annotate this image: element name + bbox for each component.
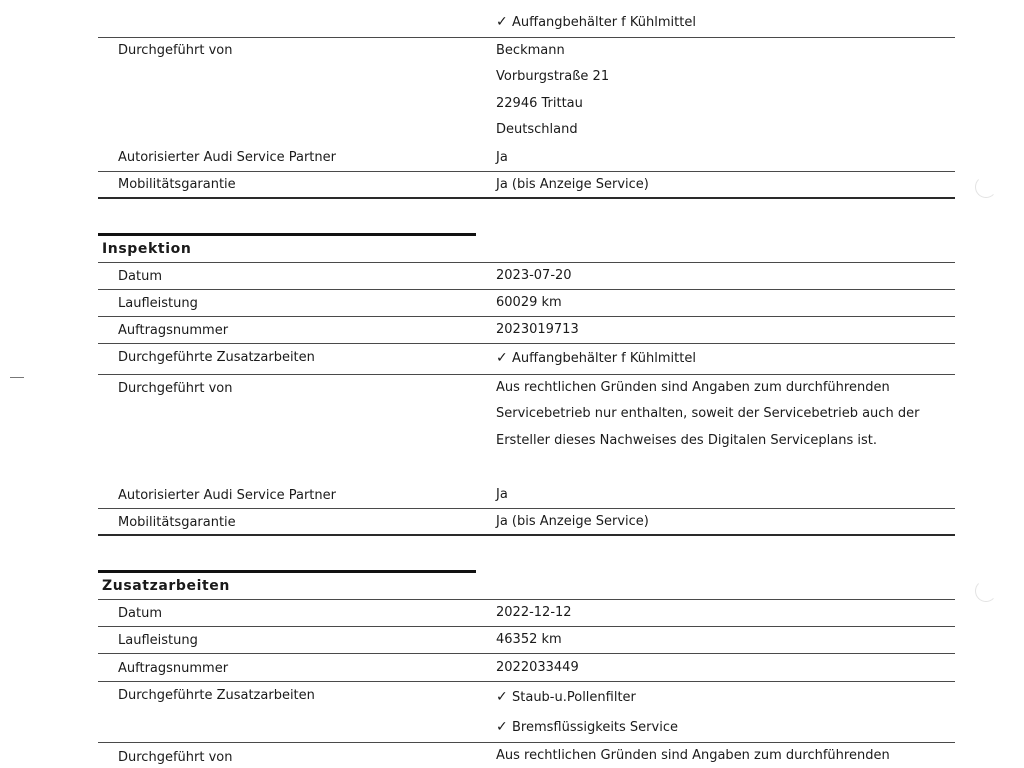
additional-work-text: Auffangbehälter f Kühlmittel [512, 351, 696, 366]
additional-work-item [496, 689, 636, 706]
mileage-value: 60029 km [496, 295, 562, 310]
row-divider [98, 626, 955, 627]
section-title-inspection: Inspektion [102, 241, 192, 257]
section-title-additional-work: Zusatzarbeiten [102, 578, 230, 594]
mobility-guarantee-label: Mobilitätsgarantie [118, 515, 236, 530]
date-label: Datum [118, 269, 162, 284]
checkmark-icon: ✓ [496, 350, 508, 366]
performed-by-label: Durchgeführt von [118, 750, 233, 765]
row-divider [98, 374, 955, 375]
row-divider [98, 262, 955, 263]
extra-work-text: Auffangbehälter f Kühlmittel [512, 15, 696, 30]
row-divider [98, 171, 955, 172]
legal-notice-line: Aus rechtlichen Gründen sind Angaben zum durchführenden [496, 380, 890, 395]
mobility-guarantee-value: Ja (bis Anzeige Service) [496, 514, 649, 529]
authorized-partner-value: Ja [496, 150, 508, 165]
legal-notice-line: Ersteller dieses Nachweises des Digitalen Serviceplans ist. [496, 433, 877, 448]
performed-by-label: Durchgeführt von [118, 381, 233, 396]
additional-work-item [496, 350, 696, 367]
address-line: Deutschland [496, 122, 578, 137]
row-divider [98, 653, 955, 654]
extra-work-item [496, 14, 696, 31]
row-divider [98, 599, 955, 600]
section-end-rule [98, 197, 955, 199]
legal-notice-line: Servicebetrieb nur enthalten, soweit der Servicebetrieb auch der [496, 406, 920, 421]
authorized-partner-value: Ja [496, 487, 508, 502]
performed-by-label: Durchgeführt von [118, 43, 233, 58]
order-number-label: Auftragsnummer [118, 323, 229, 338]
date-value: 2022-12-12 [496, 605, 572, 620]
row-divider [98, 742, 955, 743]
section-header-bar [98, 570, 476, 573]
additional-work-label: Durchgeführte Zusatzarbeiten [118, 350, 315, 365]
mobility-guarantee-label: Mobilitätsgarantie [118, 177, 236, 192]
legal-notice-line: Aus rechtlichen Gründen sind Angaben zum durchführenden [496, 748, 890, 763]
checkmark-icon: ✓ [496, 719, 508, 735]
margin-mark [10, 377, 24, 378]
authorized-partner-label: Autorisierter Audi Service Partner [118, 150, 336, 165]
mileage-label: Laufleistung [118, 633, 198, 648]
row-divider [98, 289, 955, 290]
checkmark-icon: ✓ [496, 14, 508, 30]
order-number-label: Auftragsnummer [118, 661, 229, 676]
additional-work-text: Bremsflüssigkeits Service [512, 720, 678, 735]
mileage-label: Laufleistung [118, 296, 198, 311]
additional-work-text: Staub-u.Pollenfilter [512, 690, 636, 705]
address-line: Beckmann [496, 43, 565, 58]
additional-work-label: Durchgeführte Zusatzarbeiten [118, 688, 315, 703]
row-divider [98, 343, 955, 344]
mobility-guarantee-value: Ja (bis Anzeige Service) [496, 177, 649, 192]
row-divider [98, 316, 955, 317]
row-divider [98, 37, 955, 38]
hole-punch-mark [975, 176, 997, 198]
additional-work-item [496, 719, 678, 736]
date-value: 2023-07-20 [496, 268, 572, 283]
section-end-rule [98, 534, 955, 536]
checkmark-icon: ✓ [496, 689, 508, 705]
section-header-bar [98, 233, 476, 236]
row-divider [98, 681, 955, 682]
authorized-partner-label: Autorisierter Audi Service Partner [118, 488, 336, 503]
order-number-value: 2023019713 [496, 322, 579, 337]
mileage-value: 46352 km [496, 632, 562, 647]
address-line: Vorburgstraße 21 [496, 69, 610, 84]
row-divider [98, 508, 955, 509]
date-label: Datum [118, 606, 162, 621]
address-line: 22946 Trittau [496, 96, 583, 111]
hole-punch-mark [975, 580, 997, 602]
order-number-value: 2022033449 [496, 660, 579, 675]
